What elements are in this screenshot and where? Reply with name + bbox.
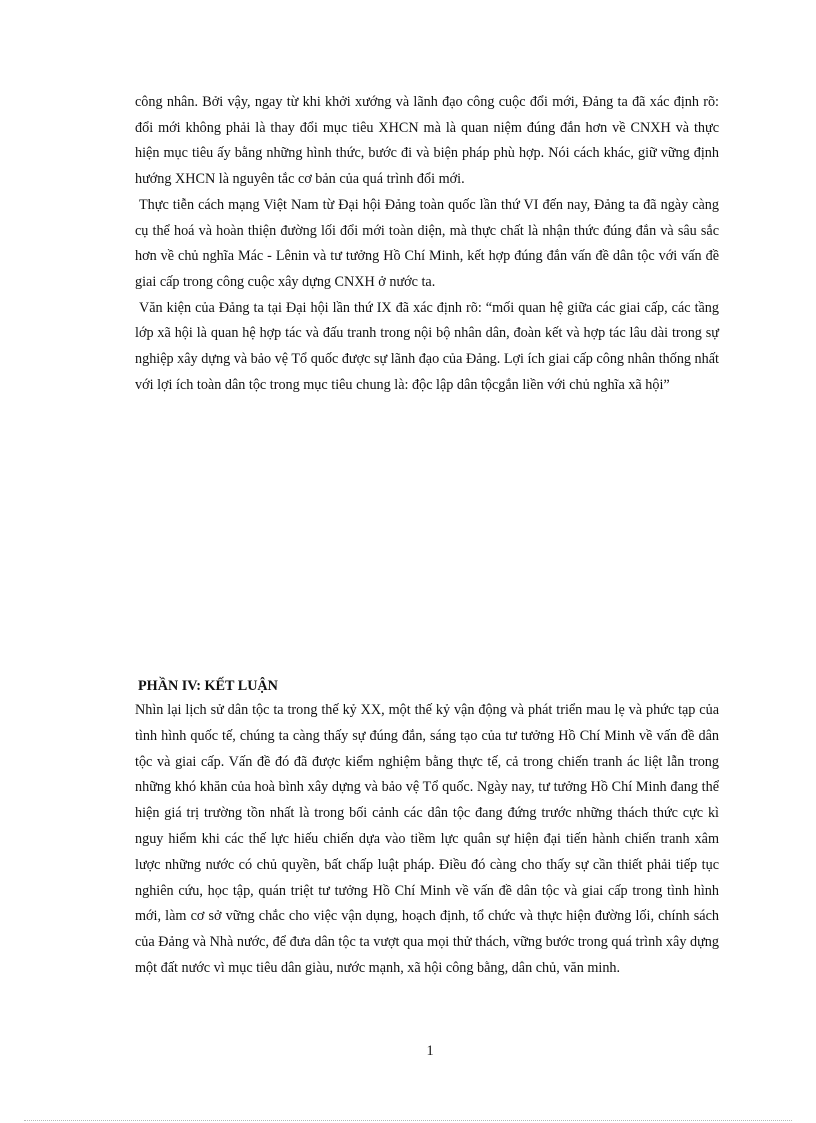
section-title: PHẦN IV: KẾT LUẬN <box>138 678 278 694</box>
paragraph-congress-ix-text: Văn kiện của Đảng ta tại Đại hội lần thứ IX đã xác định rõ: “mối quan hệ giữa các giai cấp, các tầng lớp xã hội là quan hệ hợp tác và đấu tranh trong nội bộ nhân dân, đoàn kết và hợp tác lâu dài trong sự nghiệp xây dựng và bảo vệ Tổ quốc được sự lãnh đạo của Đảng. Lợi ích giai cấp công nhân thống nhất với lợi ích toàn dân tộc trong mục tiêu chung là: độc lập dân tộcgắn liền với chủ nghĩa xã hội” <box>135 299 719 393</box>
paragraph-congress-ix <box>135 296 719 399</box>
page-number: 1 <box>426 1043 434 1059</box>
paragraph-conclusion: Nhìn lại lịch sử dân tộc ta trong thế kỷ XX, một thế kỷ vận động và phát triển mau lẹ và phức tạp của tình hình quốc tế, chúng ta càng thấy sự đúng đắn, sáng tạo của tư tưởng Hồ Chí Minh về vấn đề dân tộc và giai cấp. Vấn đề đó đã được kiểm nghiệm bằng thực tế, cả trong chiến tranh ác liệt lẫn trong những khó khăn của hoà bình xây dựng và bảo vệ Tổ quốc. Ngày nay, tư tưởng Hồ Chí Minh đang thể hiện giá trị trường tồn nhất là trong bối cảnh các dân tộc đang đứng trước những thách thức cực kì nguy hiểm khi các thế lực hiếu chiến dựa vào tiềm lực quân sự hiện đại tiến hành chiến tranh xâm lược những nước có chủ quyền, bất chấp luật pháp. Điều đó càng cho thấy sự cần thiết phải tiếp tục nghiên cứu, học tập, quán triệt tư tưởng Hồ Chí Minh về vấn đề dân tộc và giai cấp trong tình hình mới, làm cơ sở vững chắc cho việc vận dụng, hoạch định, tổ chức và thực hiện đường lối, chính sách của Đảng và Nhà nước, để đưa dân tộc ta vượt qua mọi thử thách, vững bước trong quá trình xây dựng một đất nước vì mục tiêu dân giàu, nước mạnh, xã hội công bằng, dân chủ, văn minh. <box>135 702 719 976</box>
paragraph-reform-practice-text: Thực tiễn cách mạng Việt Nam từ Đại hội Đảng toàn quốc lần thứ VI đến nay, Đảng ta đã ngày càng cụ thể hoá và hoàn thiện đường lối đổi mới toàn diện, mà thực chất là nhận thức đúng đắn và sâu sắc hơn về chủ nghĩa Mác - Lênin và tư tưởng Hồ Chí Minh, kết hợp đúng đắn vấn đề dân tộc với vấn đề giai cấp trong công cuộc xây dựng CNXH ở nước ta. <box>135 196 719 290</box>
conclusion-text-block <box>135 698 719 982</box>
paragraph-reform-practice <box>135 193 719 296</box>
top-text-block <box>135 90 719 398</box>
paragraph-continuation: công nhân. Bởi vậy, ngay từ khi khởi xướng và lãnh đạo công cuộc đổi mới, Đảng ta đã xác định rõ: đổi mới không phải là thay đổi mục tiêu XHCN mà là quan niệm đúng đắn hơn về CNXH và thực hiện mục tiêu ấy bằng những hình thức, bước đi và biện pháp phù hợp. Nói cách khác, giữ vững định hướng XHCN là nguyên tắc cơ bản của quá trình đổi mới. <box>135 94 719 188</box>
page-break-divider <box>24 1120 792 1121</box>
